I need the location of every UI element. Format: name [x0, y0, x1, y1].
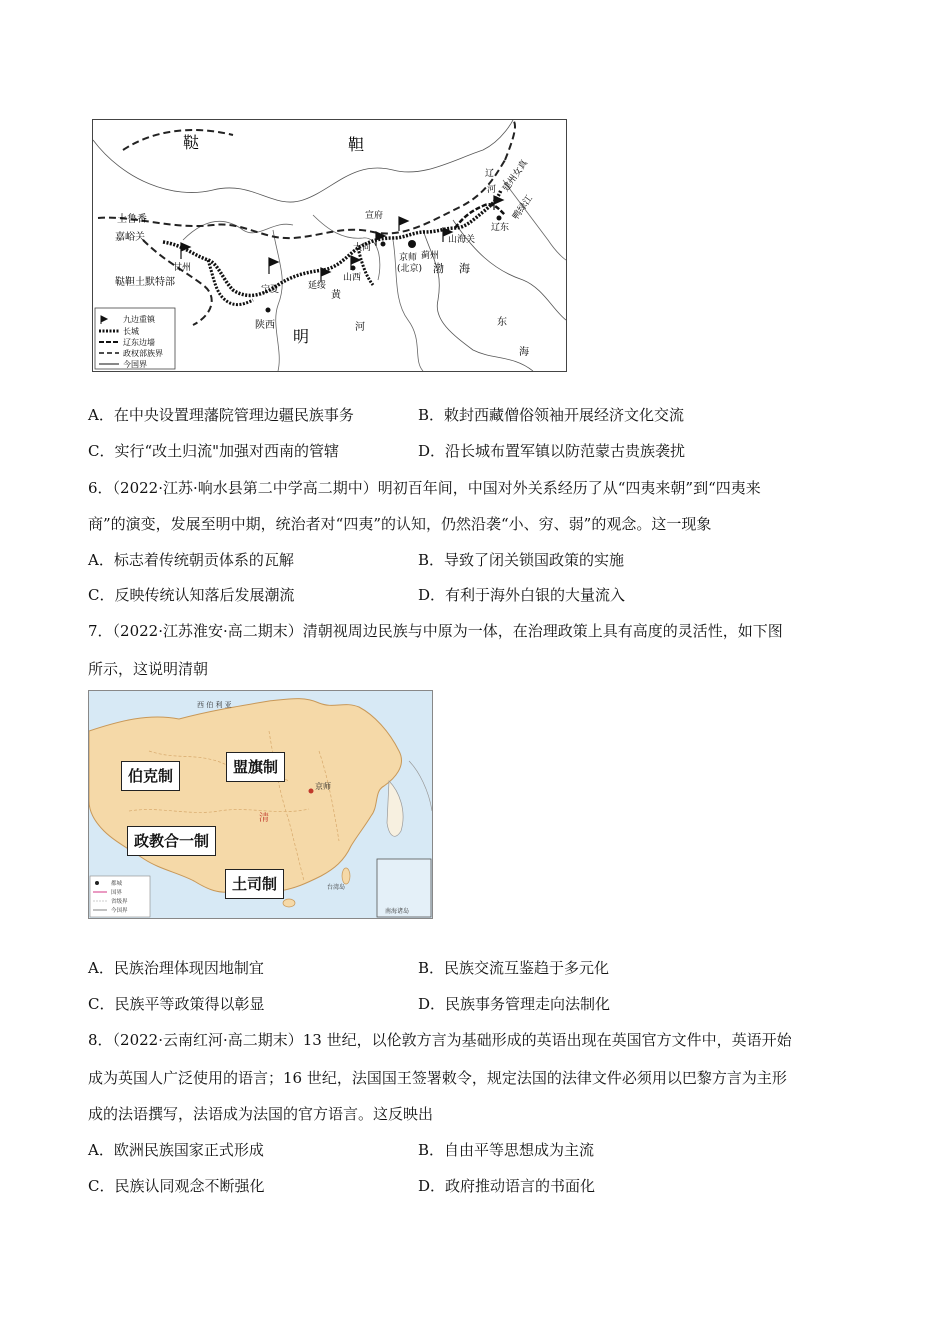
svg-text:蓟州: 蓟州	[421, 251, 440, 261]
svg-text:西 伯 利 亚: 西 伯 利 亚	[197, 701, 232, 709]
q6-stem-line2: 商”的演变，发展至明中期，统治者对“四夷”的认知，仍然沿袭“小、穷、弱”的观念。这一现象	[88, 515, 712, 533]
q5-option-d: D．沿长城布置军镇以防范蒙古贵族袭扰	[418, 442, 686, 460]
svg-text:山海关: 山海关	[448, 235, 476, 245]
q7-option-b: B．民族交流互鉴趋于多元化	[418, 959, 610, 977]
svg-text:今国界: 今国界	[111, 908, 128, 914]
q8-option-a: A．欧洲民族国家正式形成	[88, 1141, 264, 1159]
q8-stem-line3: 成的法语撰写，法语成为法国的官方语言。这反映出	[88, 1105, 434, 1123]
q8-option-c: C．民族认同观念不断强化	[88, 1177, 265, 1195]
q5-option-b: B．敕封西藏僧俗领袖开展经济文化交流	[418, 406, 685, 424]
svg-text:辽: 辽	[485, 169, 495, 179]
ming-map-drawing	[93, 120, 566, 371]
svg-text:甘州: 甘州	[173, 263, 192, 273]
svg-text:东: 东	[497, 317, 507, 328]
svg-text:辽东: 辽东	[491, 223, 510, 233]
policy-zhengjiao: 政教合一制	[127, 826, 216, 856]
svg-text:宣府: 宣府	[365, 211, 384, 221]
q7-option-d: D．民族事务管理走向法制化	[418, 995, 611, 1013]
label-tatar2: 靼	[348, 135, 365, 154]
svg-text:南海诸岛: 南海诸岛	[385, 908, 410, 915]
q6-option-d: D．有利于海外白银的大量流入	[418, 586, 626, 604]
map1-legend	[95, 308, 175, 369]
svg-text:鞑靼土默特部: 鞑靼土默特部	[115, 277, 175, 288]
q6-option-b: B．导致了闭关锁国政策的实施	[418, 551, 625, 569]
svg-text:明: 明	[293, 327, 310, 346]
svg-text:长城: 长城	[123, 327, 139, 336]
svg-text:清: 清	[259, 813, 269, 824]
svg-text:海: 海	[459, 262, 470, 275]
svg-text:河: 河	[355, 322, 365, 333]
q7-stem-line1: 7．（2022·江苏淮安·高二期末）清朝视周边民族与中原为一体，在治理政策上具有高度的灵活性，如下图	[88, 622, 783, 640]
svg-text:海: 海	[519, 347, 529, 358]
svg-text:建州女真: 建州女真	[501, 158, 531, 194]
svg-text:京师: 京师	[315, 782, 331, 791]
svg-text:省级界: 省级界	[111, 899, 128, 905]
policy-mengqi: 盟旗制	[226, 752, 285, 782]
svg-text:宁夏: 宁夏	[261, 285, 280, 295]
q5-option-c: C．实行“改土归流"加强对西南的管辖	[88, 442, 340, 460]
q6-option-c: C．反映传统认知落后发展潮流	[88, 586, 295, 604]
svg-text:土鲁番: 土鲁番	[117, 214, 147, 225]
svg-text:辽东边墙: 辽东边墙	[123, 338, 155, 347]
svg-text:大同: 大同	[353, 243, 372, 253]
svg-text:鸭绿江: 鸭绿江	[511, 193, 535, 222]
svg-text:渤: 渤	[433, 262, 444, 275]
capital-dot	[408, 240, 416, 248]
svg-text:今国界: 今国界	[123, 360, 147, 369]
ming-great-wall-map	[92, 119, 567, 372]
svg-text:陕西: 陕西	[255, 320, 275, 331]
q7-option-c: C．民族平等政策得以彰显	[88, 995, 265, 1013]
svg-text:九边重镇: 九边重镇	[123, 315, 155, 324]
q6-option-a: A．标志着传统朝贡体系的瓦解	[88, 551, 294, 569]
q8-option-d: D．政府推动语言的书面化	[418, 1177, 596, 1195]
svg-text:黄: 黄	[331, 290, 341, 301]
policy-boke: 伯克制	[121, 761, 180, 791]
svg-text:国界: 国界	[111, 890, 123, 896]
svg-text:台湾岛: 台湾岛	[327, 884, 346, 891]
q6-stem-line1: 6．（2022·江苏·响水县第二中学高二期中）明初百年间，中国对外关系经历了从“四夷来朝”到“四夷来	[88, 479, 761, 497]
q8-option-b: B．自由平等思想成为主流	[418, 1141, 595, 1159]
svg-text:都城: 都城	[111, 881, 123, 887]
q7-stem-line2: 所示，这说明清朝	[88, 660, 209, 678]
q8-stem-line2: 成为英国人广泛使用的语言；16 世纪，法国国王签署敕令，规定法国的法律文件必须用以巴黎方言为主形	[88, 1069, 787, 1087]
q5-option-a: A．在中央设置理藩院管理边疆民族事务	[88, 406, 354, 424]
label-tatar: 鞑	[183, 133, 200, 152]
svg-text:(北京): (北京)	[397, 264, 423, 274]
q7-option-a: A．民族治理体现因地制宜	[88, 959, 264, 977]
svg-text:京师: 京师	[399, 253, 418, 263]
svg-text:政权部族界: 政权部族界	[123, 349, 163, 358]
svg-text:延绥: 延绥	[308, 281, 327, 291]
svg-text:嘉峪关: 嘉峪关	[115, 232, 145, 243]
qing-capital-dot	[309, 789, 314, 794]
policy-tusi: 土司制	[225, 869, 284, 899]
q8-stem-line1: 8．（2022·云南红河·高二期末）13 世纪，以伦敦方言为基础形成的英语出现在英国官方文件中，英语开始	[88, 1031, 792, 1049]
svg-text:河: 河	[487, 185, 497, 195]
svg-text:山西: 山西	[343, 273, 362, 283]
